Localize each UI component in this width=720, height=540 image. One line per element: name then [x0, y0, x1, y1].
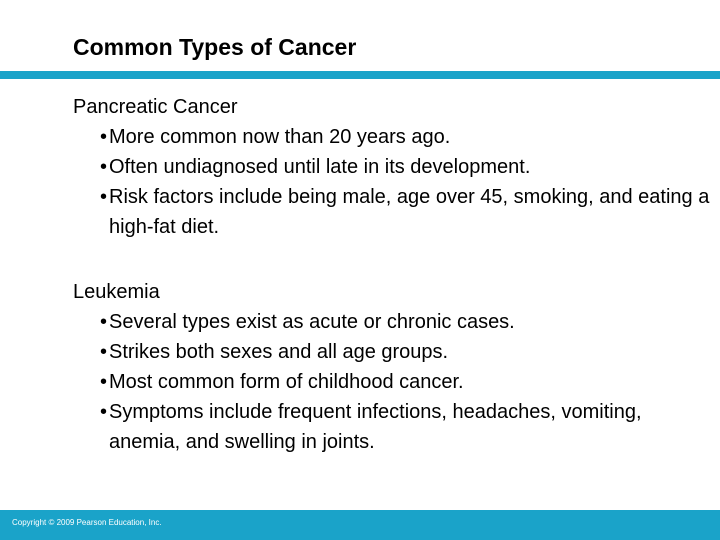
section-heading: Pancreatic Cancer	[73, 96, 238, 118]
bullet-item	[73, 307, 713, 337]
title-divider	[0, 71, 720, 79]
bullet-text: Most common form of childhood cancer.	[109, 371, 464, 393]
bullet-icon: •	[100, 341, 108, 363]
bullet-icon: •	[100, 186, 108, 208]
bullet-list	[73, 122, 713, 242]
bullet-text: Often undiagnosed until late in its development.	[109, 156, 531, 178]
bullet-text: Several types exist as acute or chronic cases.	[109, 311, 515, 333]
section-leukemia	[73, 277, 713, 457]
bullet-icon: •	[100, 311, 108, 333]
copyright-notice: Copyright © 2009 Pearson Education, Inc.	[12, 518, 162, 527]
bullet-text: Strikes both sexes and all age groups.	[109, 341, 449, 363]
bullet-text: Risk factors include being male, age over 45, smoking, and eating a high-fat diet.	[109, 186, 710, 238]
bullet-item	[73, 152, 713, 182]
bullet-item	[73, 397, 713, 457]
slide-body	[73, 92, 713, 457]
slide-title: Common Types of Cancer	[73, 34, 357, 60]
section-heading: Leukemia	[73, 281, 160, 303]
bullet-item	[73, 337, 713, 367]
bullet-item	[73, 367, 713, 397]
bullet-text: More common now than 20 years ago.	[109, 126, 451, 148]
bullet-item	[73, 182, 713, 242]
section-pancreatic-cancer	[73, 92, 713, 242]
bullet-item	[73, 122, 713, 152]
bullet-list	[73, 307, 713, 457]
bullet-icon: •	[100, 371, 108, 393]
footer-bar	[0, 510, 720, 540]
bullet-icon: •	[100, 126, 108, 148]
bullet-icon: •	[100, 156, 108, 178]
bullet-icon: •	[100, 401, 108, 423]
bullet-text: Symptoms include frequent infections, headaches, vomiting, anemia, and swelling in joints.	[109, 401, 642, 453]
